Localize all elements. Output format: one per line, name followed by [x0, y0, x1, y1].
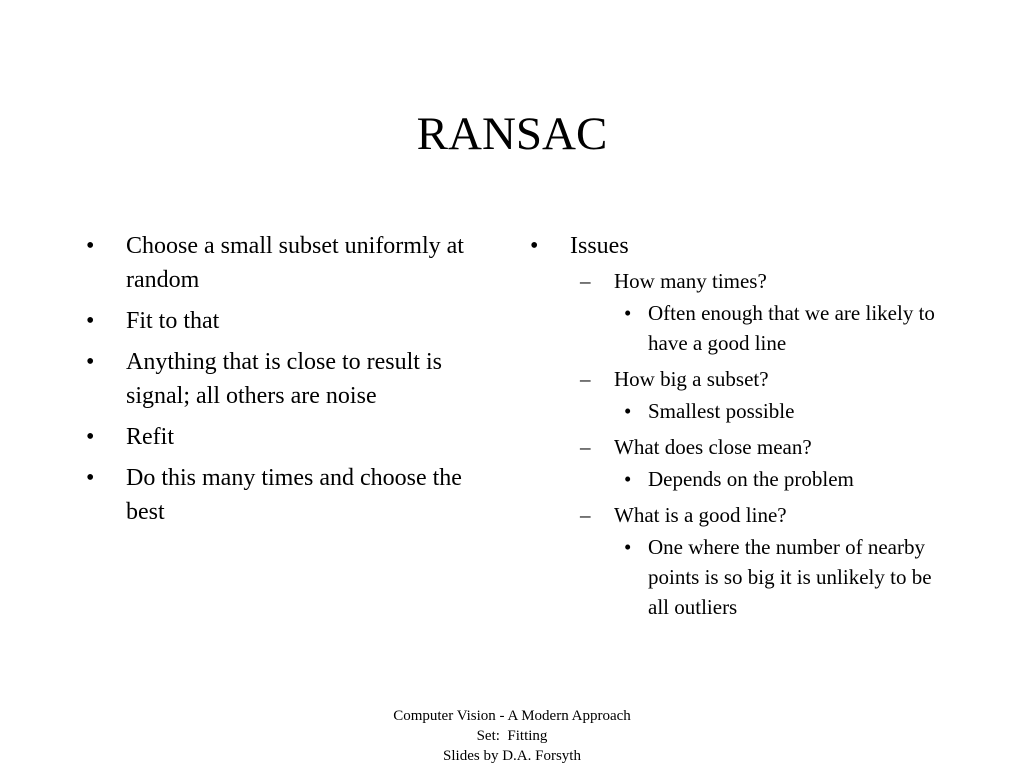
bullet-icon: • [624, 399, 632, 423]
answer-item [624, 532, 950, 622]
footer-line: Computer Vision - A Modern Approach [393, 708, 631, 724]
bullet-item [86, 304, 496, 338]
issue-question [580, 364, 950, 426]
left-column [86, 229, 496, 536]
footer-line: Slides by D.A. Forsyth [443, 748, 581, 764]
bullet-item [86, 461, 496, 529]
issue-question [580, 500, 950, 622]
answer-list [624, 396, 950, 426]
bullet-item [86, 229, 496, 297]
bullet-icon: • [624, 301, 632, 325]
bullet-icon: • [86, 465, 95, 491]
issue-question [580, 266, 950, 358]
right-column [530, 229, 950, 628]
issues-sublist [580, 266, 950, 622]
issues-heading: Issues [570, 233, 629, 259]
bullet-text: Anything that is close to result is signal; all others are noise [126, 349, 442, 409]
right-bullet-list [530, 229, 950, 622]
answer-text: One where the number of nearby points is so big it is unlikely to be all outliers [648, 535, 932, 619]
bullet-text: Do this many times and choose the best [126, 465, 462, 525]
slide-footer [0, 706, 1024, 766]
answer-text: Often enough that we are likely to have a good line [648, 301, 935, 355]
answer-list [624, 464, 950, 494]
bullet-text: Refit [126, 424, 174, 450]
dash-icon: – [580, 269, 591, 293]
bullet-icon: • [86, 233, 95, 259]
question-text: How big a subset? [614, 367, 769, 391]
slide-title: RANSAC [416, 108, 608, 160]
answer-item [624, 464, 950, 494]
bullet-icon: • [86, 308, 95, 334]
answer-text: Depends on the problem [648, 467, 854, 491]
bullet-text: Choose a small subset uniformly at random [126, 233, 464, 293]
bullet-icon: • [624, 535, 632, 559]
bullet-item [86, 345, 496, 413]
bullet-icon: • [530, 233, 539, 259]
dash-icon: – [580, 367, 591, 391]
left-bullet-list [86, 229, 496, 529]
bullet-icon: • [86, 349, 95, 375]
question-text: What is a good line? [614, 503, 787, 527]
issue-question [580, 432, 950, 494]
answer-item [624, 298, 950, 358]
answer-item [624, 396, 950, 426]
dash-icon: – [580, 503, 591, 527]
answer-text: Smallest possible [648, 399, 795, 423]
answer-list [624, 532, 950, 622]
dash-icon: – [580, 435, 591, 459]
bullet-icon: • [624, 467, 632, 491]
bullet-item [86, 420, 496, 454]
bullet-item-issues [530, 229, 950, 622]
bullet-text: Fit to that [126, 308, 220, 334]
footer-line: Set: Fitting [476, 728, 548, 744]
question-text: What does close mean? [614, 435, 812, 459]
bullet-icon: • [86, 424, 95, 450]
question-text: How many times? [614, 269, 767, 293]
answer-list [624, 298, 950, 358]
